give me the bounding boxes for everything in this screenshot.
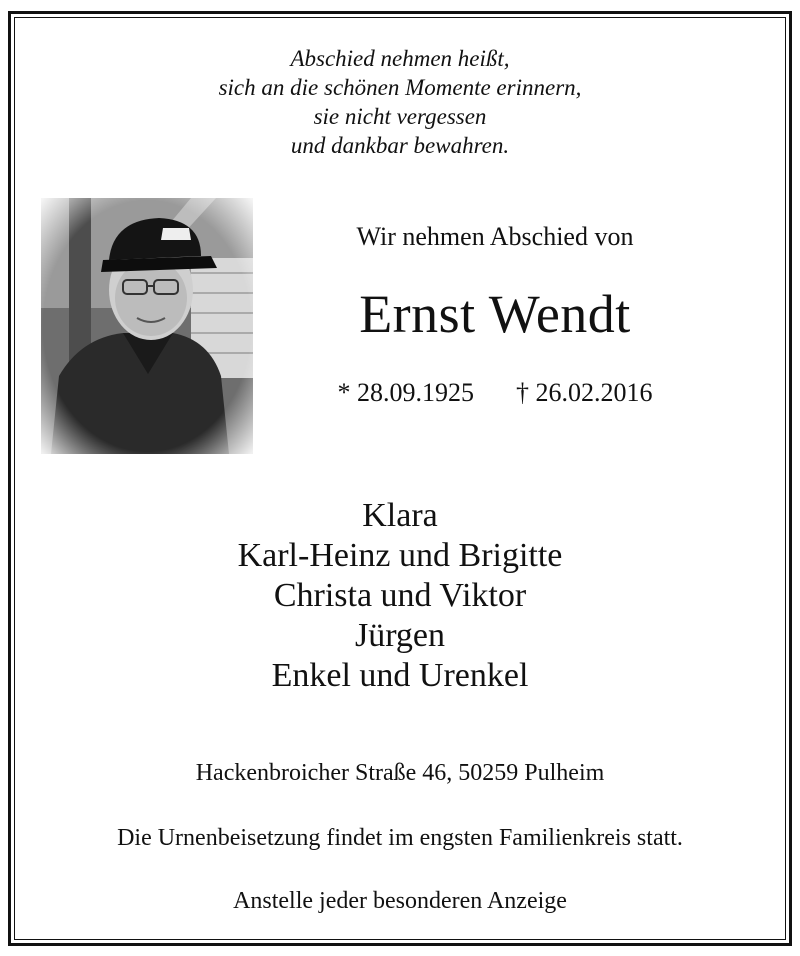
mourner-line: Jürgen [354,617,446,654]
mourner-line: Klara [362,497,438,534]
poem-line: sie nicht vergessen [313,104,487,129]
burial-notice: Die Urnenbeisetzung findet im engsten Familienkreis statt. [117,825,683,851]
birth-date: * 28.09.1925 [337,378,474,407]
portrait-photo [41,198,253,454]
poem-line: und dankbar bewahren. [290,133,510,158]
life-dates [300,378,690,408]
poem-line: sich an die schönen Momente erinnern, [218,75,582,100]
intro-text: Wir nehmen Abschied von [356,222,634,251]
mourner-line: Karl-Heinz und Brigitte [237,537,563,574]
mourners-list [0,496,800,696]
deceased-name: Ernst Wendt [359,284,631,344]
address: Hackenbroicher Straße 46, 50259 Pulheim [195,760,605,786]
farewell-poem [0,44,800,160]
footer-note: Anstelle jeder besonderen Anzeige [233,888,567,914]
mourner-line: Enkel und Urenkel [271,657,529,694]
poem-line: Abschied nehmen heißt, [290,46,510,71]
death-date: † 26.02.2016 [516,378,653,407]
mourner-line: Christa und Viktor [273,577,527,614]
